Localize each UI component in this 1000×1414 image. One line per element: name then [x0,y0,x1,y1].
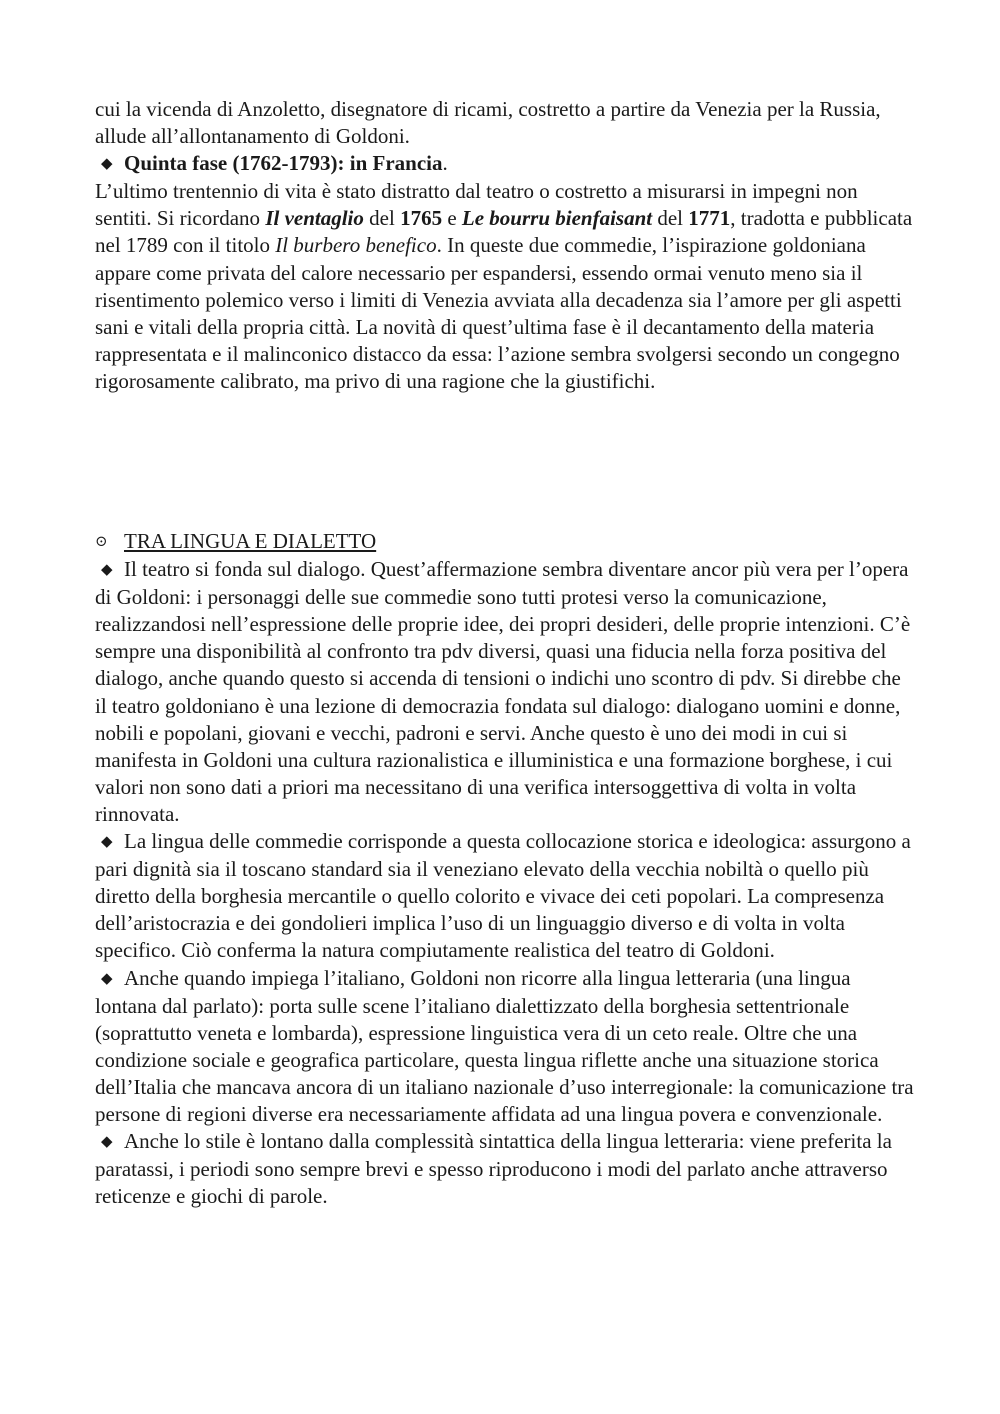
section-heading-line [95,528,915,556]
diamond-bullet-icon: ◆ [101,562,113,579]
paragraph-text: Il teatro si fonda sul dialogo. Quest’affermazione sembra diventare ancor più vera per l’opera di Goldoni: i personaggi delle sue commedie sono tutti protesi verso la comunicazione, realizzandosi nell’espressione delle proprie idee, dei propri desideri, delle proprie intenzioni. C’è sempre una disponibilità al confronto tra pdv diversi, quasi una fiducia nella forza positiva del dialogo, anche quando questo si accenda di tensioni o indichi uno scontro di pdv. Si direbbe che il teatro goldoniano è una lezione di democrazia fondata sul dialogo: dialogano uomini e donne, nobili e popolani, giovani e vecchi, padroni e servi. Anche questo è uno dei modi in cui si manifesta in Goldoni una cultura razionalistica e illuministica e una formazione borghese, i cui valori non sono dati a priori ma necessitano di una verifica intersoggettiva di volta in volta rinnovata. [95,557,911,826]
text-run: del [652,206,689,231]
text-block-section [95,528,915,1210]
text-run: e [442,206,462,231]
paragraph-text: Anche quando impiega l’italiano, Goldoni non ricorre alla lingua letteraria (una lingua lontana dal parlato): porta sulle scene l’italiano dialettizzato della borghesia settentrionale (soprattutto veneta e lombarda), espressione linguistica vera di un ceto reale. Oltre che una condizione sociale e geografica particolare, questa lingua riflette anche una situazione storica dell’Italia che mancava ancora di un italiano nazionale d’uso interregionale: la comunicazione tra persone di regioni diverse era necessariamente affidata ad una lingua povera e convenzionale. [95,965,914,1126]
text-block-top [95,96,915,395]
work-title-burbero: Il burbero benefico [275,233,437,258]
section-paragraph [95,1128,915,1210]
section-paragraph [95,965,915,1129]
work-title-bourru: Le bourru bienfaisant [461,206,653,231]
paragraph-text: Anche lo stile è lontano dalla complessità sintattica della lingua letteraria: viene preferita la paratassi, i periodi sono sempre brevi e spesso riproducono i modi del parlato anche attraverso reticenze e giochi di parole. [95,1129,892,1209]
diamond-bullet-icon: ◆ [101,970,113,987]
text-run: L’ultimo trentennio di vita è stato distratto dal teatro o costretto a misurarsi in impegni non sentiti. Si ricordano [95,179,858,231]
phase-heading-line [95,150,915,178]
section-title: TRA LINGUA E DIALETTO [124,529,377,553]
phase-heading: Quinta fase (1762-1793): in Francia [124,151,443,176]
text-run: del [363,206,401,231]
text-run: . In queste due commedie, l’ispirazione goldoniana appare come privata del calore necessario per espandersi, essendo ormai venuto meno sia il risentimento polemico verso i limiti di Venezia avviata alla decadenza sia l’amore per gli aspetti sani e vitali della propria città. La novità di quest’ultima fase è il decantamento della materia rappresentata e il malinconico distacco da essa: l’azione sembra svolgersi secondo un congegno rigorosamente calibrato, ma privo di una ragione che la giustifichi. [95,233,902,393]
diamond-bullet-icon: ◆ [101,834,113,851]
section-paragraph [95,828,915,964]
year-1771: 1771 [688,206,731,231]
paragraph-intro: cui la vicenda di Anzoletto, disegnatore di ricami, costretto a partire da Venezia per la Russia, allude all’allontanamento di Goldoni. [95,97,881,149]
phase-heading-end: . [442,151,448,176]
circled-dot-icon: ⊙ [95,534,108,550]
paragraph-phase [95,178,915,395]
diamond-bullet-icon: ◆ [101,156,113,173]
work-title-ventaglio: Il ventaglio [265,206,364,231]
year-1765: 1765 [400,206,443,231]
paragraph-text: La lingua delle commedie corrisponde a questa collocazione storica e ideologica: assurgono a pari dignità sia il toscano standard sia il veneziano elevato della vecchia nobiltà o quello più diretto della borghesia mercantile o quello colorito e vivace dei ceti popolari. La compresenza dell’aristocrazia e dei gondolieri implica l’uso di un linguaggio diverso e di volta in volta specifico. Ciò conferma la natura compiutamente realistica del teatro di Goldoni. [95,829,911,963]
text-run: , tradotta e pubblicata nel 1789 con il titolo [95,206,913,258]
section-paragraph [95,556,915,828]
diamond-bullet-icon: ◆ [101,1134,113,1151]
